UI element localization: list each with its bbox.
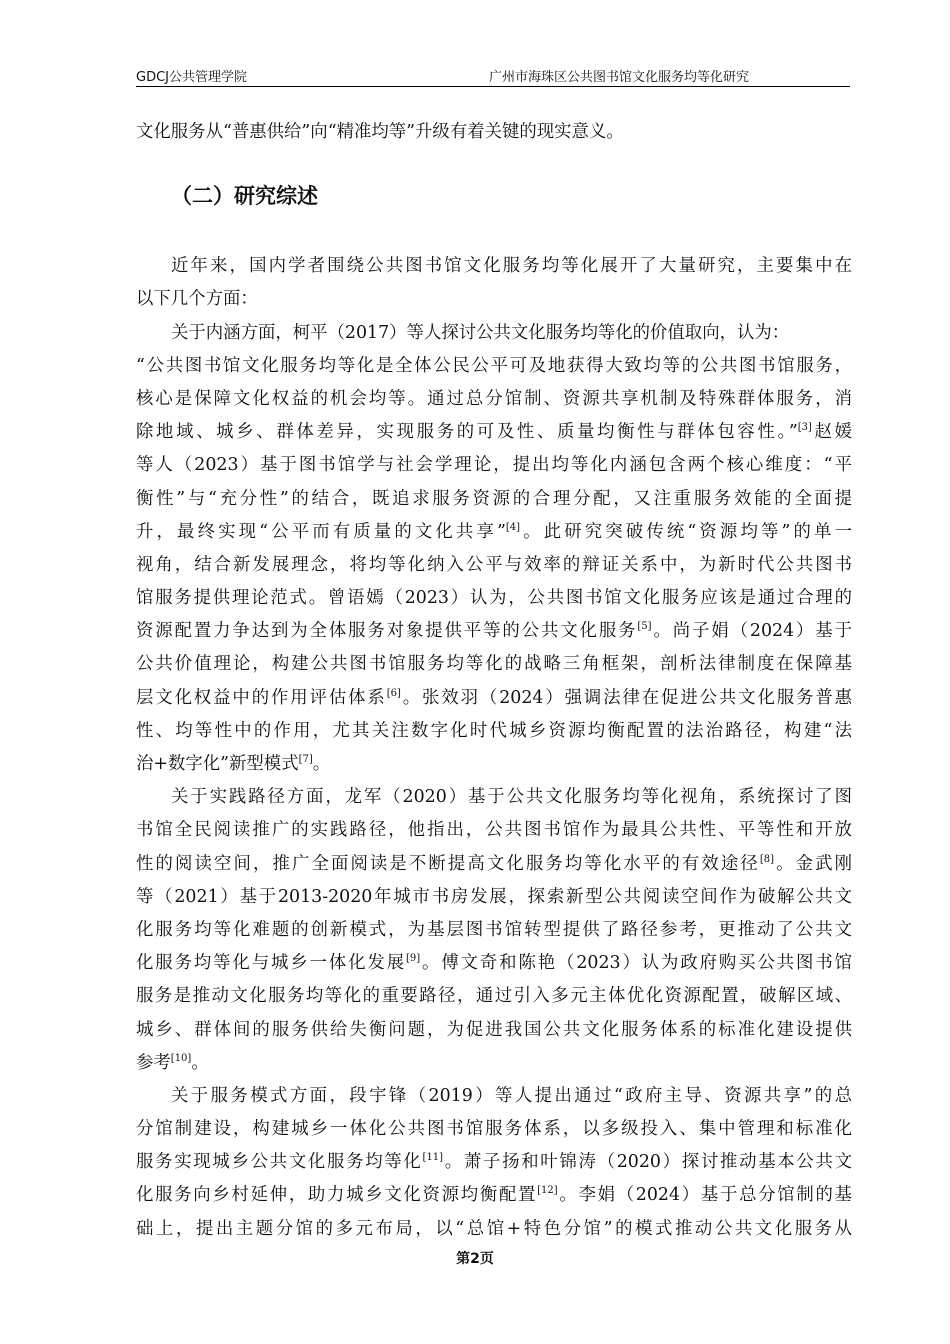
line-text: 。 [312, 754, 331, 774]
line-text: “公共图书馆文化服务均等化是全体公民公平可及地获得大致均等的公共图书馆服务， [136, 355, 852, 376]
page-number: 第2页 [456, 1251, 494, 1267]
line-text: 城乡、群体间的服务供给失衡问题，为促进我国公共文化服务体系的标准化建设提供 [136, 1019, 852, 1040]
text-line [136, 1047, 852, 1080]
line-text: 视角，结合新发展理念，将均等化纳入公平与效率的辩证关系中，为新时代公共图书 [136, 554, 852, 575]
text-line [136, 449, 852, 482]
text-line [136, 283, 852, 316]
line-text: 公共价值理论，构建公共图书馆服务均等化的战略三角框架，剖析法律制度在保障基 [136, 654, 852, 675]
line-text: 性的阅读空间，推广全面阅读是不断提高文化服务均等化水平的有效途径 [136, 853, 760, 874]
text-line [136, 483, 852, 516]
text-line [136, 881, 852, 914]
text-line [136, 682, 852, 715]
body-text [136, 116, 852, 1246]
line-text: 础上，提出主题分馆的多元布局，以“总馆+特色分馆”的模式推动公共文化服务从 [136, 1218, 852, 1239]
line-text: 资源配置力争达到为全体服务对象提供平等的公共文化服务 [136, 621, 638, 642]
line-text: 。李娟（2024）基于总分馆制的基 [557, 1185, 852, 1206]
text-line [136, 516, 852, 549]
text-line [136, 1146, 852, 1179]
citation-mark: [5] [637, 621, 652, 633]
line-text: 分馆制建设，构建城乡一体化公共图书馆服务体系，以多级投入、集中管理和标准化 [136, 1119, 852, 1140]
line-text: 治+数字化”新型模式 [136, 754, 299, 774]
line-text: 等（2021）基于2013-2020年城市书房发展，探索新型公共阅读空间作为破解公共文 [136, 886, 852, 907]
line-text: 核心是保障文化权益的机会均等。通过总分馆制、资源共享机制及特殊群体服务，消 [136, 388, 852, 409]
citation-mark: [12] [537, 1185, 558, 1197]
line-text: 。萧子扬和叶锦涛（2020）探讨推动基本公共文 [443, 1152, 852, 1173]
citation-mark: [6] [386, 687, 401, 699]
citation-mark: [11] [422, 1152, 444, 1164]
line-text: 关于服务模式方面，段宇锋（2019）等人提出通过“政府主导、资源共享”的总 [171, 1085, 852, 1106]
citation-mark: [9] [405, 953, 421, 965]
line-text: 。 [191, 1052, 209, 1073]
line-text: 近年来，国内学者围绕公共图书馆文化服务均等化展开了大量研究，主要集中在 [171, 256, 852, 277]
line-text: 化服务均等化难题的创新模式，为基层图书馆转型提供了路径参考，更推动了公共文 [136, 919, 852, 940]
text-line [136, 1179, 852, 1212]
text-line [136, 781, 852, 814]
text-line [136, 383, 852, 416]
line-text: 性、均等性中的作用，尤其关注数字化时代城乡资源均衡配置的法治路径，构建“法 [136, 720, 852, 741]
line-text: 参考 [136, 1052, 171, 1073]
text-line [136, 648, 852, 681]
line-text: 衡性”与“充分性”的结合，既追求服务资源的合理分配，又注重服务效能的全面提 [136, 488, 852, 509]
text-line [136, 549, 852, 582]
line-text: 。张效羽（2024）强调法律在促进公共文化服务普惠 [400, 687, 852, 708]
text-line [136, 1014, 852, 1047]
citation-mark: [7] [298, 754, 313, 766]
text-line [136, 250, 852, 283]
line-text: 化服务均等化与城乡一体化发展 [136, 953, 406, 974]
line-text: 关于内涵方面，柯平（2017）等人探讨公共文化服务均等化的价值取向，认为： [171, 322, 790, 343]
page-header [136, 66, 850, 87]
header-right: 广州市海珠区公共图书馆文化服务均等化研究 [489, 70, 750, 85]
line-text: 关于实践路径方面，龙军（2020）基于公共文化服务均等化视角，系统探讨了图 [171, 787, 852, 808]
text-line [136, 848, 852, 881]
line-text: 。金武刚 [774, 853, 852, 874]
citation-mark: [4] [505, 521, 521, 533]
text-line [136, 814, 852, 847]
line-text: 。傅文奇和陈艳（2023）认为政府购买公共图书馆 [420, 953, 852, 974]
text-line [136, 1213, 852, 1246]
line-text: 等人（2023）基于图书馆学与社会学理论，提出均等化内涵包含两个核心维度：“平 [136, 455, 852, 476]
line-text: 。此研究突破传统“资源均等”的单一 [520, 521, 852, 542]
line-text: 文化服务从“普惠供给”向“精准均等”升级有着关键的现实意义。 [136, 122, 624, 142]
text-line [136, 914, 852, 947]
line-text: 升，最终实现“公平而有质量的文化共享” [136, 521, 506, 542]
text-line [136, 416, 852, 449]
text-line [136, 317, 852, 350]
line-text: 馆服务提供理论范式。曾语嫣（2023）认为，公共图书馆文化服务应该是通过合理的 [136, 588, 852, 609]
text-line [136, 1113, 852, 1146]
line-text: 。尚子娟（2024）基于 [651, 621, 852, 642]
section-title: （二）研究综述 [171, 184, 318, 208]
text-line [136, 1080, 852, 1113]
text-line [136, 947, 852, 980]
text-line [136, 748, 852, 781]
line-text: 书馆全民阅读推广的实践路径，他指出，公共图书馆作为最具公共性、平等性和开放 [136, 820, 852, 841]
line-text: 以下几个方面： [136, 289, 258, 310]
line-text: 服务实现城乡公共文化服务均等化 [136, 1152, 423, 1173]
citation-mark: [8] [759, 853, 774, 865]
text-line [136, 615, 852, 648]
text-line [136, 350, 852, 383]
text-line [136, 980, 852, 1013]
text-line [136, 116, 852, 149]
line-text: 层文化权益中的作用评估体系 [136, 687, 387, 708]
line-text: 赵媛 [811, 422, 852, 443]
line-text: 服务是推动文化服务均等化的重要路径，通过引入多元主体优化资源配置，破解区域、 [136, 986, 852, 1007]
header-left: GDCJ公共管理学院 [136, 70, 247, 85]
text-line [136, 715, 852, 748]
text-line [136, 582, 852, 615]
citation-mark: [3] [797, 422, 812, 434]
line-text: 化服务向乡村延伸，助力城乡文化资源均衡配置 [136, 1185, 538, 1206]
line-text: 除地域、城乡、群体差异，实现服务的可及性、质量均衡性与群体包容性。” [136, 422, 798, 443]
citation-mark: [10] [170, 1052, 192, 1064]
